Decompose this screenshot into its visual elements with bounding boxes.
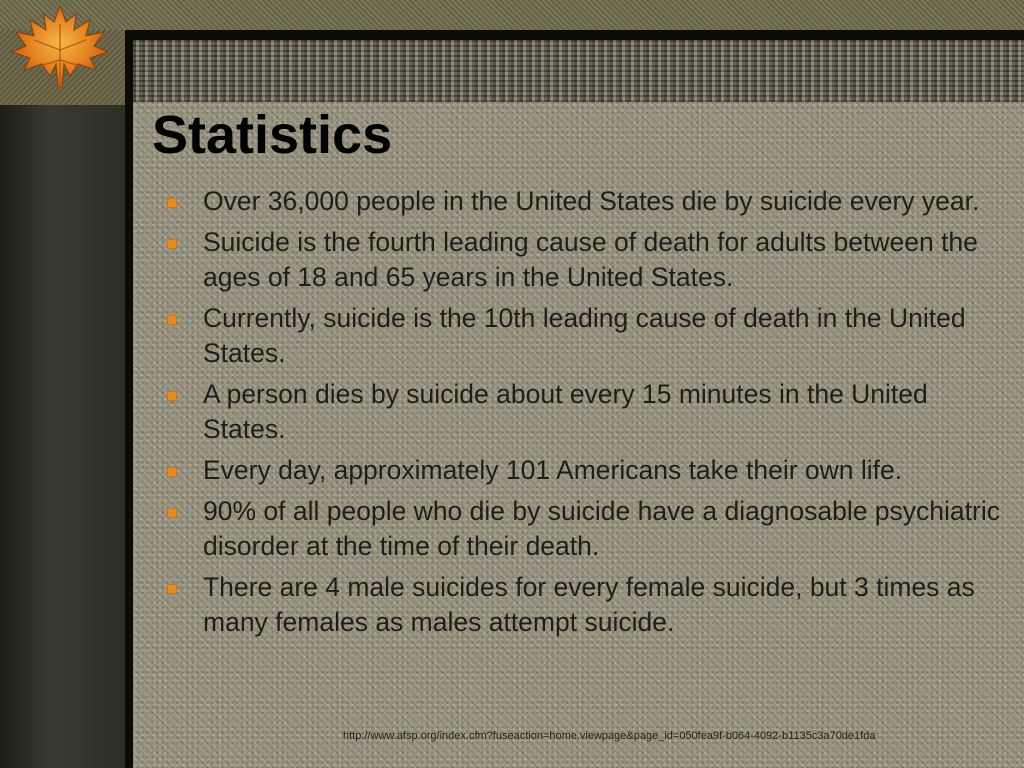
bullet-text: Suicide is the fourth leading cause of death for adults between the ages of 18 and 65 years in the United States. [203,227,978,292]
square-bullet-icon [167,508,177,518]
list-item [163,184,1003,219]
header-texture-stripe [133,40,1024,102]
list-item [163,225,1003,295]
square-bullet-icon [167,584,177,594]
square-bullet-icon [167,198,177,208]
maple-leaf-icon [4,2,116,90]
list-item [163,301,1003,371]
bullet-text: 90% of all people who die by suicide have a diagnosable psychiatric disorder at the time of their death. [203,496,1000,561]
bullet-text: Over 36,000 people in the United States die by suicide every year. [203,186,980,216]
square-bullet-icon [167,391,177,401]
bullet-text: A person dies by suicide about every 15 minutes in the United States. [203,379,928,444]
list-item [163,494,1003,564]
bullet-text: Currently, suicide is the 10th leading cause of death in the United States. [203,303,966,368]
list-item [163,453,1003,488]
top-background-band [0,0,1024,30]
square-bullet-icon [167,315,177,325]
bullet-list [163,184,1003,646]
list-item [163,570,1003,640]
bullet-text: There are 4 male suicides for every female suicide, but 3 times as many females as males attempt suicide. [203,572,975,637]
source-link[interactable]: http://www.afsp.org/index.cfm?fuseaction=home.viewpage&page_id=050fea9f-b064-4092-b1135c3a70de1fda [343,730,876,742]
square-bullet-icon [167,467,177,477]
bullet-text: Every day, approximately 101 Americans take their own life. [203,455,903,485]
slide-title: Statistics [152,105,393,165]
square-bullet-icon [167,239,177,249]
left-background-strip [0,30,125,768]
list-item [163,377,1003,447]
